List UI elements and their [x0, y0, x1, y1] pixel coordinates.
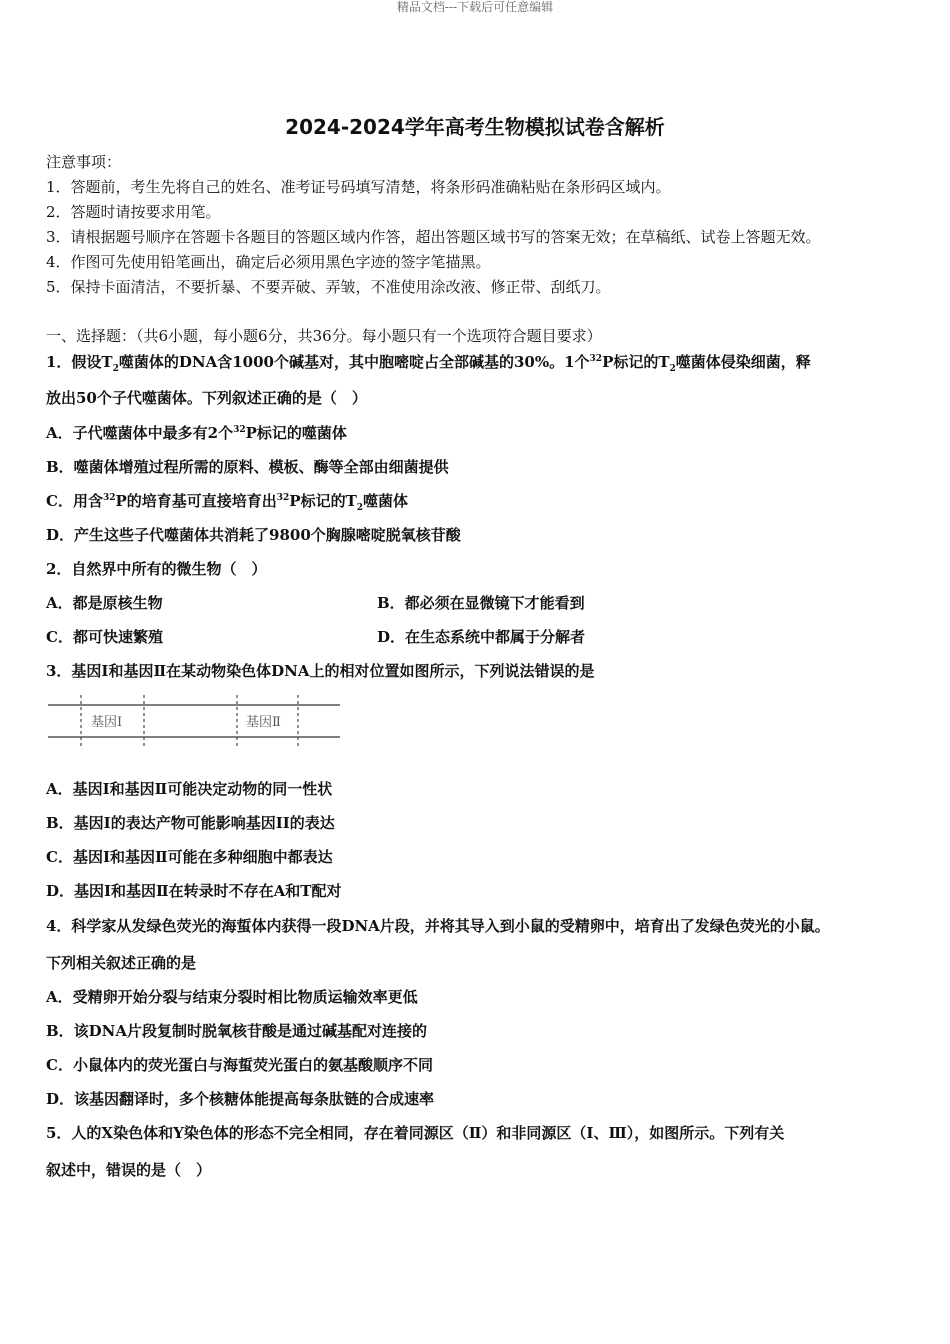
question-3-option-b: B．基因I的表达产物可能影响基因II的表达 [46, 814, 335, 832]
question-4-option-d: D．该基因翻译时，多个核糖体能提高每条肽链的合成速率 [46, 1090, 435, 1108]
question-1-option-b: B．噬菌体增殖过程所需的原料、模板、酶等全部由细菌提供 [46, 458, 449, 476]
question-1-option-a: A．子代噬菌体中最多有2个$^{32}$P标记的噬菌体 [46, 424, 347, 442]
page-header: 精品文档---下载后可任意编辑 [396, 0, 554, 14]
question-5-stem-cont: 叙述中，错误的是（ ） [46, 1161, 212, 1179]
question-4-stem: 4．科学家从发绿色荧光的海蜇体内获得一段DNA片段，并将其导入到小鼠的受精卵中，培育出了发绿色荧光的小鼠。 [46, 917, 830, 935]
section-heading: 一、选择题：（共6小题，每小题6分，共36分。每小题只有一个选项符合题目要求） [46, 327, 602, 345]
notice-item: 5．保持卡面清洁，不要折暴、不要弄破、弄皱，不准使用涂改液、修正带、刮纸刀。 [46, 278, 611, 296]
notice-item: 3．请根据题号顺序在答题卡各题目的答题区域内作答，超出答题区域书写的答案无效；在草稿纸、试卷上答题无效。 [46, 228, 821, 246]
notice-heading: 注意事项： [46, 153, 122, 171]
question-2-option-a: A．都是原核生物 [46, 594, 163, 612]
question-1-stem-cont: 放出50个子代噬菌体。下列叙述正确的是（ ） [46, 389, 367, 407]
page-title: 2024-2024学年高考生物模拟试卷含解析 [285, 115, 665, 139]
gene-1-label: 基因Ⅰ [91, 715, 123, 730]
question-1-option-c: C．用含$^{32}$P的培育基可直接培育出$^{32}$P标记的$T_2$噬菌体 [46, 492, 409, 513]
question-3-option-c: C．基因I和基因Ⅱ可能在多种细胞中都表达 [46, 848, 333, 866]
notice-item: 2．答题时请按要求用笔。 [46, 203, 221, 221]
question-2-option-c: C．都可快速繁殖 [46, 628, 163, 646]
question-3-stem: 3．基因I和基因Ⅱ在某动物染色体DNA上的相对位置如图所示，下列说法错误的是 [46, 662, 595, 680]
gene-position-figure [48, 695, 340, 747]
question-2-stem: 2．自然界中所有的微生物（ ） [46, 560, 267, 578]
question-4-option-c: C．小鼠体内的荧光蛋白与海蜇荧光蛋白的氨基酸顺序不同 [46, 1056, 433, 1074]
question-3-option-d: D．基因I和基因Ⅱ在转录时不存在A和T配对 [46, 882, 342, 900]
question-2-option-d: D．在生态系统中都属于分解者 [377, 628, 586, 646]
question-4-option-a: A．受精卵开始分裂与结束分裂时相比物质运输效率更低 [46, 988, 418, 1006]
question-1-stem: 1．假设$T_2$噬菌体的DNA含1000个碱基对，其中胞嘧啶占全部碱基的30%。1个$^{32}$P标记的$T_2$噬菌体侵染细菌，释 [46, 353, 811, 374]
question-1-option-d: D．产生这些子代噬菌体共消耗了9800个胸腺嘧啶脱氧核苷酸 [46, 526, 461, 544]
notice-item: 1．答题前，考生先将自己的姓名、准考证号码填写清楚，将条形码准确粘贴在条形码区域内。 [46, 178, 671, 196]
question-3-option-a: A．基因I和基因Ⅱ可能决定动物的同一性状 [46, 780, 333, 798]
gene-2-label: 基因Ⅱ [246, 715, 281, 730]
notice-item: 4．作图可先使用铅笔画出，确定后必须用黑色字迹的签字笔描黑。 [46, 253, 491, 271]
question-5-stem: 5．人的X染色体和Y染色体的形态不完全相同，存在着同源区（Ⅱ）和非同源区（Ⅰ、Ⅲ），如图所示。下列有关 [46, 1124, 785, 1142]
question-2-option-b: B．都必须在显微镜下才能看到 [377, 594, 585, 612]
question-4-stem-cont: 下列相关叙述正确的是 [46, 954, 197, 972]
question-4-option-b: B．该DNA片段复制时脱氧核苷酸是通过碱基配对连接的 [46, 1022, 428, 1040]
